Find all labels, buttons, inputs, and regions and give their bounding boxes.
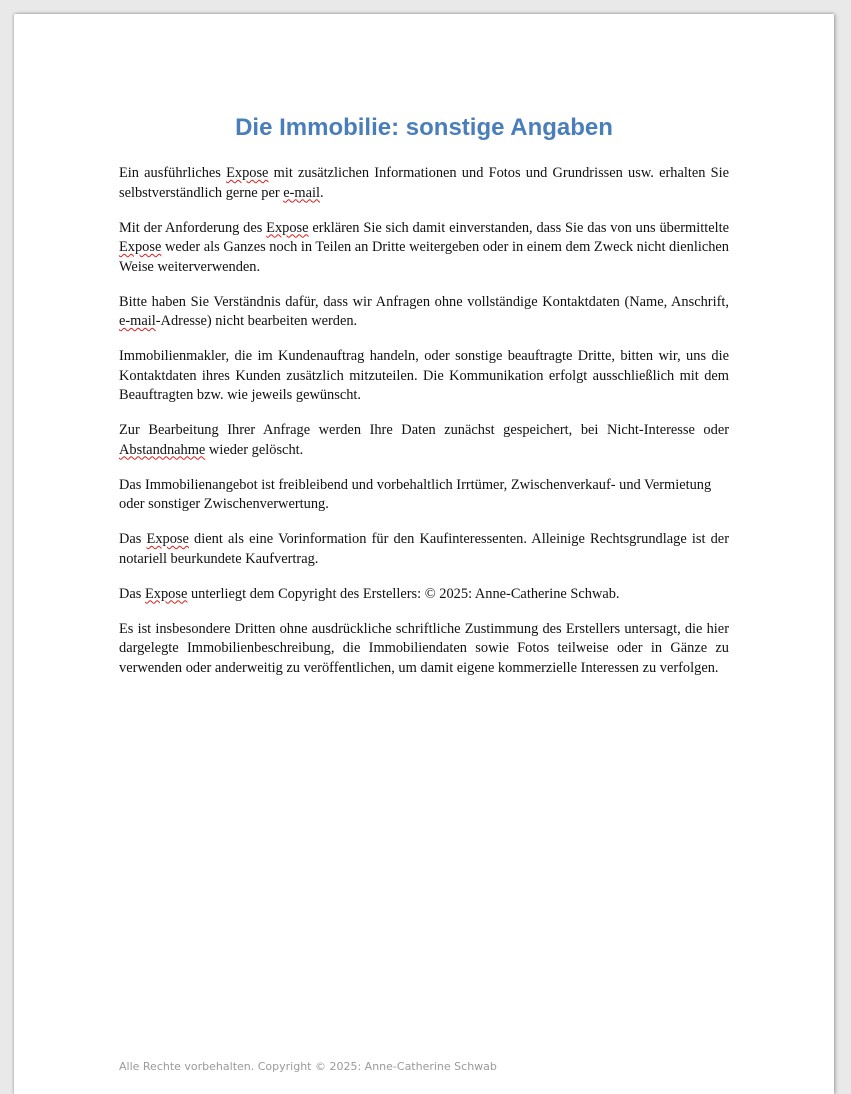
misspelled-word: Abstandnahme <box>119 441 206 458</box>
paragraph-text: wieder gelöscht. <box>205 441 304 458</box>
paragraph-text: Mit der Anforderung des <box>119 219 267 236</box>
paragraph-text: -Adresse) nicht bearbeiten werden. <box>155 313 358 329</box>
misspelled-word: Expose <box>119 239 162 255</box>
paragraph-text: Immobilienmakler, die im Kundenauftrag handeln, oder sonstige beauftragte Dritte, bitten wir, uns die Kontaktdaten ihres Kunden zusätzlich mitzuteilen. Die Kommunikation erfolgt ausschließlich mit dem Beauftragten bzw. wie jeweils gewünscht. <box>119 348 729 403</box>
paragraph-text: . <box>320 184 324 201</box>
misspelled-word: e-mail <box>283 184 321 201</box>
paragraph-usage-restriction <box>119 620 729 679</box>
document-body <box>119 164 729 694</box>
misspelled-word: Expose <box>226 165 269 181</box>
paragraph-text: Das Immobilienangebot ist freibleibend und vorbehaltlich Irrtümer, Zwischenverkauf- und Vermietung oder sonstiger Zwischenverwertung. <box>119 476 712 512</box>
paragraph-text: weder als Ganzes noch in Teilen an Dritte weitergeben oder in einem dem Zweck nicht dienlichen Weise weiterverwenden. <box>119 239 729 275</box>
paragraph-text: erklären Sie sich damit einverstanden, dass Sie das von uns übermittelte <box>308 219 730 236</box>
page-title: Die Immobilie: sonstige Angaben <box>235 114 613 141</box>
paragraph-contact-data <box>119 293 729 332</box>
paragraph-consent <box>119 219 729 278</box>
paragraph-brokers <box>119 347 729 406</box>
misspelled-word: Expose <box>266 219 309 236</box>
misspelled-word: e-mail <box>119 313 156 329</box>
paragraph-text: Ein ausführliches <box>119 165 227 181</box>
paragraph-text: Bitte haben Sie Verständnis dafür, dass wir Anfragen ohne vollständige Kontaktdaten (Name, Anschrift, <box>119 293 729 310</box>
paragraph-data-storage <box>119 421 729 460</box>
document-page <box>14 14 834 1094</box>
paragraph-text: unterliegt dem Copyright des Erstellers: © 2025: Anne-Catherine Schwab. <box>187 585 620 602</box>
paragraph-text: Das <box>119 531 147 547</box>
paragraph-text: Das <box>119 585 145 602</box>
paragraph-text: mit zusätzlichen Informationen und Fotos und Grundrissen usw. erhalten Sie selbstverständlich gerne per <box>119 165 729 201</box>
paragraph-legal-basis <box>119 530 729 569</box>
paragraph-text: Zur Bearbeitung Ihrer Anfrage werden Ihre Daten zunächst gespeichert, bei Nicht-Interesse oder <box>119 422 729 438</box>
paragraph-copyright <box>119 585 729 605</box>
paragraph-text: dient als eine Vorinformation für den Kaufinteressenten. Alleinige Rechtsgrundlage ist der notariell beurkundete Kaufvertrag. <box>119 531 729 567</box>
misspelled-word: Expose <box>146 531 189 547</box>
misspelled-word: Expose <box>144 585 188 602</box>
paragraph-expose-request <box>119 164 729 203</box>
paragraph-text: Es ist insbesondere Dritten ohne ausdrückliche schriftliche Zustimmung des Erstellers untersagt, die hier dargelegte Immobilienbeschreibung, die Immobiliendaten sowie Fotos teilweise oder in Gänze zu verwenden oder anderweitig zu veröffentlichen, um damit eigene kommerzielle Interessen zu verfolgen. <box>119 620 729 676</box>
page-footer: Alle Rechte vorbehalten. Copyright © 2025: Anne-Catherine Schwab <box>119 1060 497 1073</box>
paragraph-offer-terms <box>119 476 729 515</box>
